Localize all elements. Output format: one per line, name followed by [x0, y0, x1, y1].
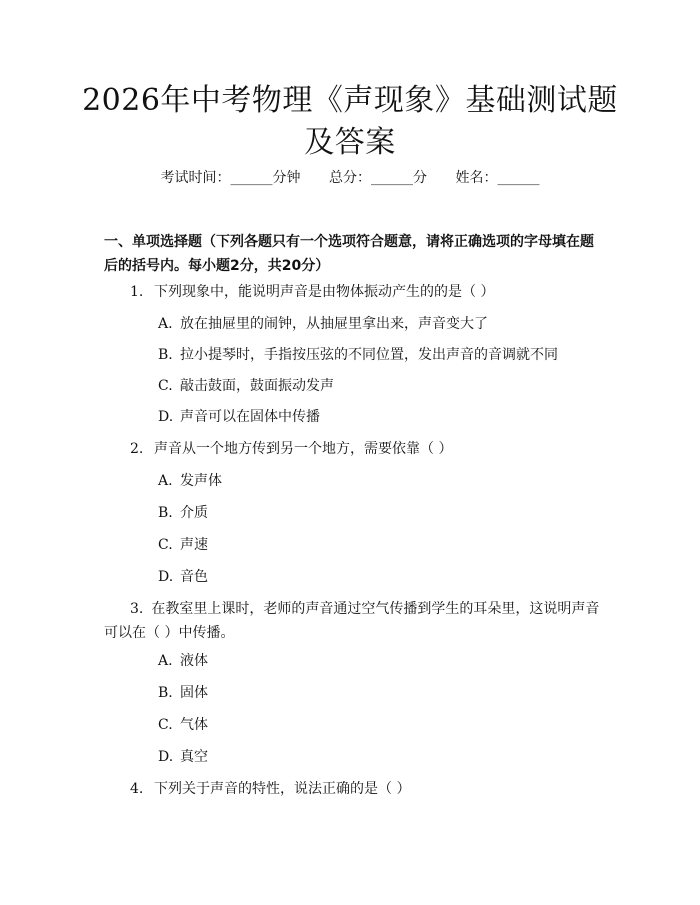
option-letter: A. [158, 316, 173, 332]
option-letter: D. [158, 569, 174, 585]
question-4 [104, 777, 604, 801]
question-1 [104, 280, 604, 304]
option-letter: C. [158, 378, 173, 394]
option-3b [158, 681, 608, 705]
option-letter: A. [158, 653, 173, 669]
option-letter: B. [158, 685, 173, 701]
option-text: 声音可以在固体中传播 [180, 409, 320, 425]
option-letter: A. [158, 473, 173, 489]
option-text: 固体 [180, 685, 208, 701]
option-3a [158, 649, 608, 673]
exam-score: 总分：______分 [329, 170, 427, 186]
question-3 [104, 597, 604, 645]
option-letter: C. [158, 537, 173, 553]
option-2c [158, 533, 608, 557]
question-text: 下列现象中，能说明声音是由物体振动产生的的是（ ） [154, 284, 495, 300]
option-2b [158, 501, 608, 525]
option-2a [158, 469, 608, 493]
question-text: 在教室里上课时，老师的声音通过空气传播到学生的耳朵里，这说明声音可以在（ ）中传播。 [104, 601, 600, 641]
exam-time: 考试时间：______分钟 [160, 170, 301, 186]
option-text: 拉小提琴时，手指按压弦的不同位置，发出声音的音调就不同 [180, 347, 558, 363]
option-1a [158, 312, 608, 336]
question-text: 声音从一个地方传到另一个地方，需要依靠（ ） [154, 441, 453, 457]
student-name: 姓名：______ [455, 170, 540, 186]
option-letter: D. [158, 749, 174, 765]
exam-info [0, 168, 700, 188]
option-text: 声速 [180, 537, 208, 553]
option-letter: D. [158, 409, 174, 425]
option-2d [158, 565, 608, 589]
question-2 [104, 437, 604, 461]
option-text: 液体 [180, 653, 208, 669]
option-3c [158, 713, 608, 737]
option-letter: B. [158, 347, 173, 363]
option-text: 放在抽屉里的闹钟，从抽屉里拿出来，声音变大了 [180, 316, 488, 332]
option-letter: C. [158, 717, 173, 733]
option-text: 气体 [180, 717, 208, 733]
question-number: 3. [130, 601, 144, 617]
option-text: 音色 [180, 569, 208, 585]
option-1c [158, 374, 608, 398]
option-1b [158, 343, 608, 367]
section-heading: 一、单项选择题（下列各题只有一个选项符合题意，请将正确选项的字母填在题后的括号内。每小题2分，共20分） [104, 234, 594, 274]
question-number: 4. [130, 781, 144, 797]
option-text: 敲击鼓面，鼓面振动发声 [180, 378, 334, 394]
question-number: 2. [130, 441, 144, 457]
option-letter: B. [158, 505, 173, 521]
option-text: 介质 [180, 505, 208, 521]
option-text: 真空 [180, 749, 208, 765]
option-1d [158, 405, 608, 429]
option-3d [158, 745, 608, 769]
option-text: 发声体 [180, 473, 222, 489]
question-text: 下列关于声音的特性，说法正确的是（ ） [154, 781, 411, 797]
question-number: 1. [130, 284, 144, 300]
page-title: 2026年中考物理《声现象》基础测试题及答案 [82, 83, 618, 160]
